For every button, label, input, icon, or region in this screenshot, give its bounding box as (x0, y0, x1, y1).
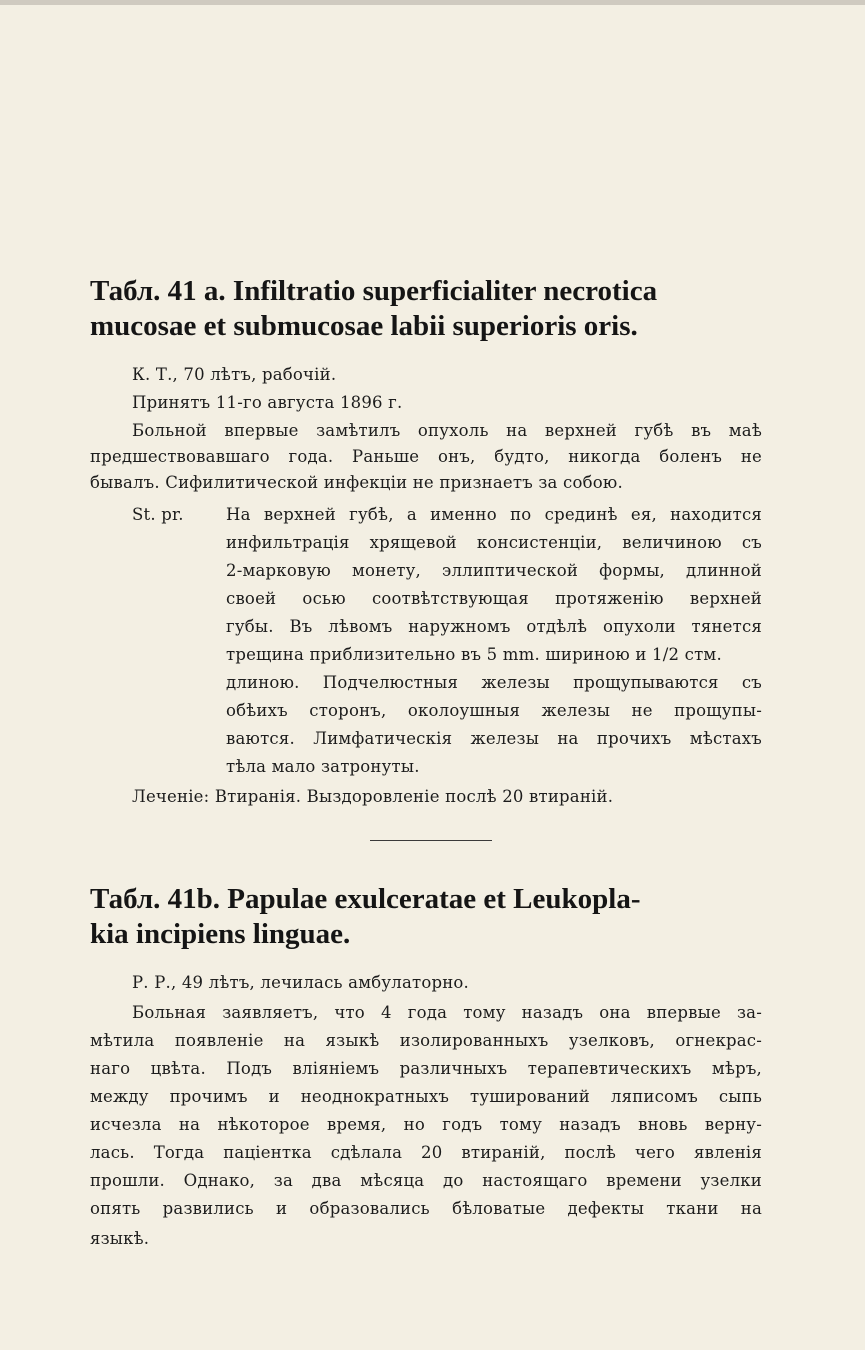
fraction-unit: стм. (684, 645, 722, 664)
history-line: опять развились и образовались бѣловатые дефекты ткани на (90, 1199, 762, 1218)
status-line: обѣихъ сторонъ, околоушныя железы не прощупы- (226, 701, 762, 720)
status-line: На верхней губѣ, а именно по срединѣ ея, находится (226, 505, 762, 524)
fraction: 1/2 (652, 645, 680, 664)
treatment: Леченіе: Втиранія. Выздоровленіе послѣ 20 втираній. (132, 787, 614, 806)
status-line: тѣла мало затронуты. (226, 757, 420, 776)
status-label: St. pr. (132, 505, 184, 524)
history-line: между прочимъ и неоднократныхъ туширований ляписомъ сыпь (90, 1087, 762, 1106)
status-line: губы. Въ лѣвомъ наружномъ отдѣлѣ опухоли тянется (226, 617, 762, 636)
section-divider (370, 840, 492, 841)
section-41a-title-line2: mucosae et submucosae labii superioris oris. (90, 310, 638, 342)
history-line: Больная заявляетъ, что 4 года тому назадъ она впервые за- (132, 1003, 762, 1022)
history-line: предшествовавшаго года. Раньше онъ, будто, никогда боленъ не (90, 447, 762, 466)
status-line: трещина приблизительно въ 5 mm. шириною и (226, 645, 647, 664)
page-top-edge (0, 0, 865, 5)
status-line: ваются. Лимфатическія железы на прочихъ мѣстахъ (226, 729, 762, 748)
history-line: языкѣ. (90, 1229, 150, 1248)
status-line-with-fraction (226, 642, 722, 668)
section-41a-title-line1: Табл. 41 a. Infiltratio superficialiter necrotica (90, 275, 658, 307)
history-line: исчезла на нѣкоторое время, но годъ тому назадъ вновь верну- (90, 1115, 762, 1134)
history-line: прошли. Однако, за два мѣсяца до настоящаго времени узелки (90, 1171, 762, 1190)
status-line: своей осью соотвѣтствующая протяженію верхней (226, 589, 762, 608)
status-line: инфильтрація хрящевой консистенціи, величиною съ (226, 533, 762, 552)
patient-info: Р. Р., 49 лѣтъ, лечилась амбулаторно. (132, 973, 469, 992)
status-line: 2-марковую монету, эллиптической формы, длинной (226, 561, 762, 580)
section-41b-title-line2: kia incipiens linguae. (90, 918, 351, 950)
history-line: бывалъ. Сифилитической инфекціи не признаетъ за собою. (90, 473, 623, 492)
history-line: мѣтила появленіе на языкѣ изолированныхъ узелковъ, огнекрас- (90, 1031, 762, 1050)
history-line: Больной впервые замѣтилъ опухоль на верхней губѣ въ маѣ (132, 421, 762, 440)
patient-info: К. Т., 70 лѣтъ, рабочій. (132, 365, 337, 384)
status-line: длиною. Подчелюстныя железы прощупываются съ (226, 673, 762, 692)
history-line: наго цвѣта. Подъ вліяніемъ различныхъ терапевтическихъ мѣръ, (90, 1059, 762, 1078)
section-41b-title-line1: Табл. 41b. Papulae exulceratae et Leukopla- (90, 883, 641, 915)
history-line: лась. Тогда паціентка сдѣлала 20 втираній, послѣ чего явленія (90, 1143, 762, 1162)
admission-date: Принятъ 11-го августа 1896 г. (132, 393, 403, 412)
